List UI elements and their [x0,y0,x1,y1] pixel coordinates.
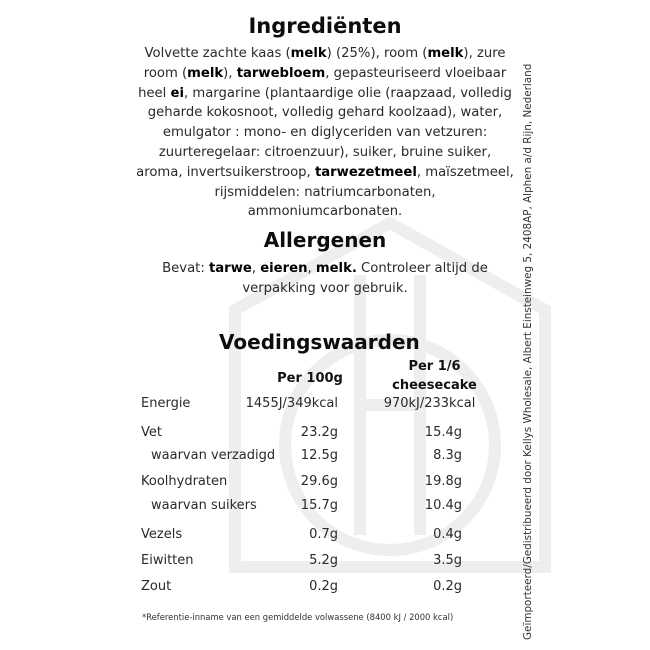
table-row-saturated [0,448,650,468]
text-segment: ammoniumcarbonaten. [247,204,403,220]
ingredients-title: Ingrediënten [248,14,402,38]
text-segment: , [307,261,316,276]
column-header-portion-line1: Per 1/6 [408,359,461,374]
ingredients-line [125,64,525,84]
column-header-per-portion [372,357,497,395]
value-per-100g: 23.2g [300,425,338,440]
ingredients-text [125,44,525,222]
allergen-highlight: melk [187,65,224,81]
allergens-text [125,259,525,299]
row-label: waarvan verzadigd [151,448,276,463]
row-label: Vet [141,425,162,440]
allergen-highlight: eieren [260,261,308,276]
value-per-portion: 0.4g [433,527,462,542]
table-row-salt [0,579,650,599]
reference-intake-footnote: *Referentie-inname van een gemiddelde volwassene (8400 kJ / 2000 kcal) [142,612,454,622]
row-label: Vezels [141,527,183,542]
ingredients-line [125,44,525,64]
table-row-fibre [0,527,650,547]
allergen-highlight: ei [170,85,184,101]
value-per-portion: 3.5g [433,553,462,568]
column-header-per-100g: Per 100g [277,371,343,386]
text-segment: , margarine (plantaardige olie (raapzaad, volledig [184,85,512,101]
text-segment: geharde kokosnoot, volledig gehard koolzaad), water, [147,105,503,121]
ingredients-line [125,123,525,143]
value-per-100g: 0.7g [309,527,338,542]
value-per-portion: 0.2g [433,579,462,594]
text-segment: emulgator : mono- en diglyceriden van vetzuren: [162,125,488,141]
allergens-title: Allergenen [263,228,387,252]
text-segment: room ( [143,65,188,81]
value-per-100g: 15.7g [300,498,338,513]
value-per-100g: 12.5g [300,448,338,463]
ingredients-line [125,84,525,104]
allergens-line [125,259,525,279]
text-segment: heel [138,85,171,101]
table-row-carbohydrates [0,474,650,494]
table-row-sugars [0,498,650,518]
table-row-protein [0,553,650,573]
table-row-fat [0,425,650,445]
ingredients-line [125,163,525,183]
row-label: waarvan suikers [151,498,257,513]
value-per-portion: 19.8g [424,474,462,489]
ingredients-line [125,103,525,123]
value-per-100g: 29.6g [300,474,338,489]
text-segment: Controleer altijd de [356,261,488,276]
column-header-portion-line2: cheesecake [392,378,477,393]
text-segment: , [251,261,261,276]
value-per-100g: 5.2g [309,553,338,568]
distributor-address: Geïmporteerd/Gedistribueerd door Kellys Wholesale, Albert Einsteinweg 5, 2408AP, Alphen a/d Rijn, Nederland [522,63,534,640]
text-segment: Volvette zachte kaas ( [144,46,291,61]
allergen-highlight: tarwezetmeel [314,164,417,180]
text-segment: aroma, invertsuikerstroop, [136,164,315,180]
value-per-100g: 1455J/349kcal [245,396,338,411]
allergen-highlight: melk [290,46,327,61]
row-label: Energie [141,396,191,411]
text-segment: ) (25%), room ( [326,46,428,61]
value-per-portion: 15.4g [424,425,462,440]
value-per-portion: 8.3g [433,448,462,463]
table-row-energy [0,396,650,416]
row-label: Koolhydraten [141,474,228,489]
row-label: Zout [141,579,172,594]
text-segment: , gepasteuriseerd vloeibaar [325,65,507,81]
ingredients-line [125,202,525,222]
nutrition-title: Voedingswaarden [219,330,420,354]
allergen-highlight: tarwe [208,261,252,276]
text-segment: ), [223,65,237,81]
allergen-highlight: tarwebloem [236,65,326,81]
text-segment: ), zure [463,46,506,61]
allergens-line [125,279,525,299]
allergen-highlight: melk [427,46,464,61]
value-per-portion: 970kJ/233kcal [383,396,476,411]
value-per-portion: 10.4g [424,498,462,513]
allergen-highlight: melk. [315,261,357,276]
text-segment: zuurteregelaar: citroenzuur), suiker, bruine suiker, [158,144,492,160]
text-segment: , maïszetmeel, [416,164,514,180]
ingredients-line [125,143,525,163]
row-label: Eiwitten [141,553,194,568]
value-per-100g: 0.2g [309,579,338,594]
text-segment: Bevat: [162,261,209,276]
text-segment: rijsmiddelen: natriumcarbonaten, [214,184,436,200]
ingredients-line [125,183,525,203]
text-segment: verpakking voor gebruik. [242,280,408,296]
